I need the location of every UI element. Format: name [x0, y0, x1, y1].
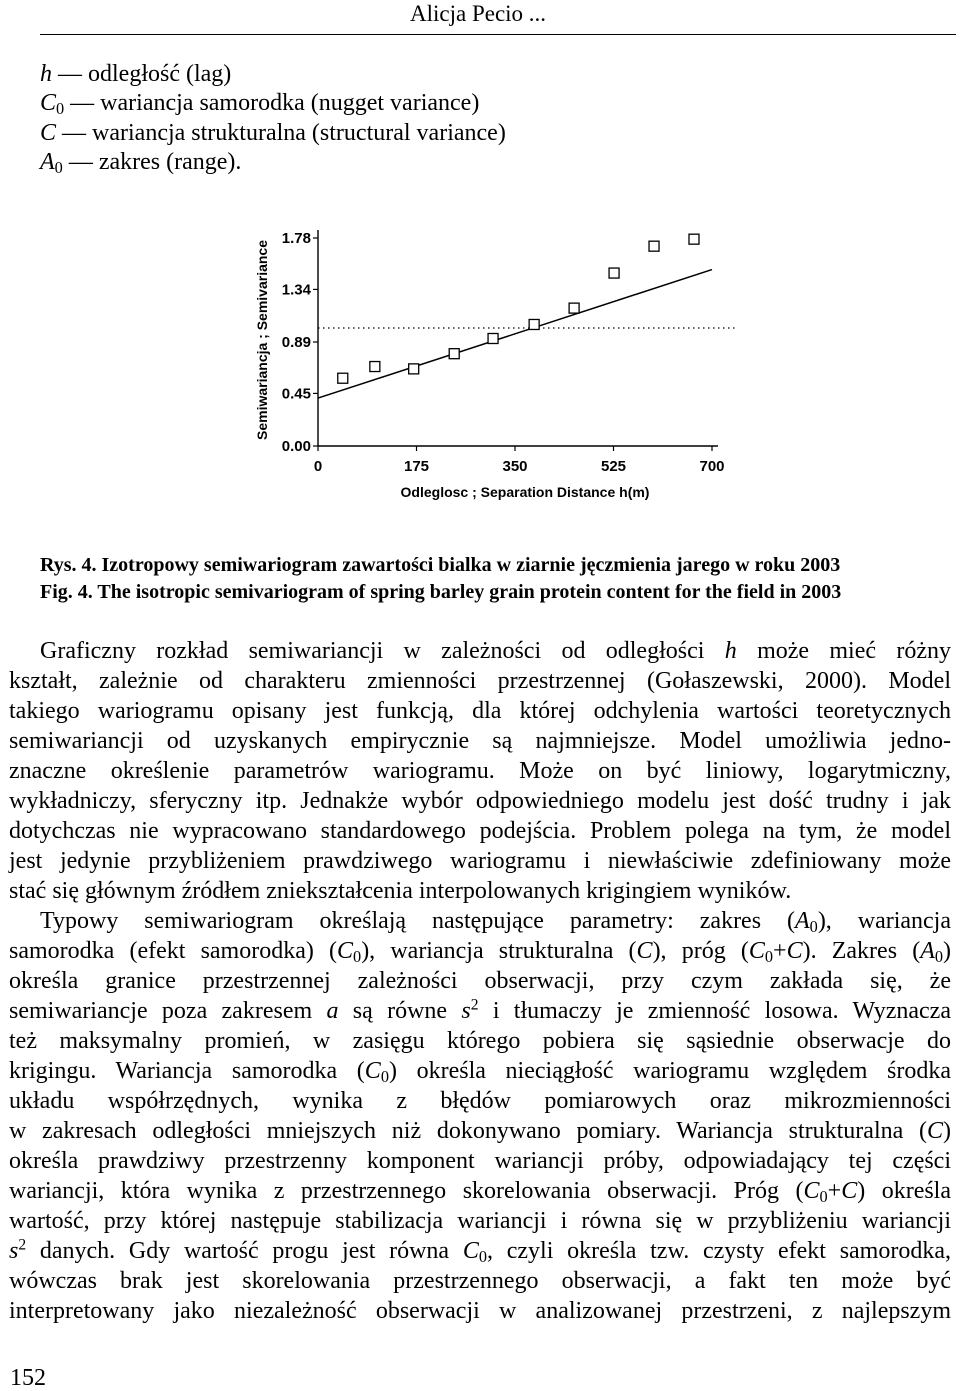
- text-run: ), próg (: [652, 938, 749, 964]
- body-text: [9, 636, 951, 1326]
- body-line: [9, 1026, 951, 1056]
- text-run: dotychczas nie wypracowano standardowego podejścia. Problem polega na tym, że model: [9, 818, 951, 844]
- subscript: 0: [819, 1187, 828, 1207]
- subscript: 0: [54, 157, 63, 177]
- figure-caption-en: Fig. 4. The isotropic semivariogram of spring barley grain protein content for the field in 2003: [40, 581, 842, 603]
- subscript: 0: [353, 947, 362, 967]
- math-symbol: s: [9, 1238, 19, 1264]
- x-tick-label: 0: [313, 458, 323, 475]
- math-symbol: C: [636, 938, 653, 964]
- text-run: +: [773, 938, 787, 964]
- legend-entry: [40, 148, 506, 177]
- math-symbol: C: [462, 1238, 479, 1264]
- body-line: [9, 996, 951, 1026]
- y-tick-label: 0.00: [281, 438, 311, 455]
- math-symbol: C: [40, 90, 57, 117]
- text-run: , czyli określa tzw. czysty efekt samorodka,: [487, 1238, 951, 1264]
- legend-entry: [40, 119, 506, 148]
- semivariogram-chart: [190, 190, 760, 520]
- superscript: 2: [18, 1236, 27, 1254]
- superscript: 2: [470, 996, 479, 1014]
- y-tick-label: 0.45: [281, 385, 311, 403]
- body-line: [9, 906, 951, 936]
- text-run: semiwariancje poza zakresem: [9, 998, 327, 1024]
- text-run: ), wariancja strukturalna (: [361, 938, 637, 964]
- x-tick-label: 525: [600, 458, 627, 475]
- text-run: są równe: [338, 998, 462, 1024]
- subscript: 0: [380, 1067, 389, 1087]
- math-symbol: h: [40, 61, 52, 87]
- x-tick-label: 350: [502, 458, 528, 475]
- body-line: [9, 816, 951, 846]
- running-title: Alicja Pecio ...: [410, 1, 547, 26]
- text-run: +: [827, 1178, 842, 1204]
- body-line: [9, 1116, 951, 1146]
- body-line: [9, 696, 951, 726]
- body-line: [9, 1296, 951, 1326]
- text-run: i tłumaczy je zmienność losowa. Wyznacza: [478, 998, 951, 1024]
- text-run: Graficzny rozkład semiwariancji w zależności od odległości: [40, 638, 725, 664]
- x-tick-label: 175: [403, 458, 430, 475]
- data-point: [529, 319, 539, 329]
- text-run: semiwariancji od uzyskanych empirycznie są najmniejsze. Model umożliwia jedno-: [9, 728, 951, 754]
- math-symbol: C: [40, 119, 57, 146]
- body-line: [9, 1146, 951, 1176]
- text-run: określa granice przestrzennej zależności obserwacji, przy czym zakłada się, że: [9, 968, 951, 994]
- subscript: 0: [764, 947, 774, 967]
- math-symbol: C: [786, 938, 803, 964]
- data-point: [649, 241, 659, 251]
- text-run: ) określa nieciągłość wariogramu względem środka: [388, 1058, 951, 1084]
- x-axis-label: Odleglosc ; Separation Distance h(m): [400, 484, 650, 500]
- body-line: [9, 846, 951, 876]
- text-run: ). Zakres (: [802, 938, 921, 964]
- text-run: stać się głównym źródłem zniekształcenia interpolowanych krigingiem wyników.: [9, 878, 792, 904]
- text-run: kształt, zależnie od charakteru zmienności przestrzennej (Gołaszewski, 2000). Model: [9, 668, 951, 694]
- body-line: [9, 666, 951, 696]
- text-run: układu współrzędnych, wynika z błędów pomiarowych oraz mikrozmienności: [9, 1088, 951, 1114]
- text-run: wartość, przy której następuje stabilizacja wariancji i równa się w przybliżeniu wariancji: [9, 1208, 951, 1234]
- body-line: [9, 756, 951, 786]
- data-point: [609, 268, 619, 278]
- text-run: danych. Gdy wartość progu jest równa: [26, 1238, 463, 1264]
- text-run: ): [943, 1118, 951, 1144]
- math-symbol: C: [364, 1058, 381, 1084]
- text-run: wykładniczy, sferyczny itp. Jednakże wybór odpowiedniego modelu jest dość trudny i jak: [9, 788, 951, 814]
- data-point: [449, 349, 459, 359]
- text-run: interpretowany jako niezależność obserwacji w analizowanej przestrzeni, z najlepszym: [9, 1298, 951, 1324]
- body-line: [9, 1056, 951, 1086]
- subscript: 0: [934, 947, 944, 967]
- text-run: krigingu. Wariancja samorodka (: [9, 1058, 365, 1084]
- text-run: wariancji, która wynika z przestrzennego skorelowania obserwacji. Próg (: [9, 1178, 804, 1204]
- text-run: — wariancja samorodka (nugget variance): [64, 90, 480, 117]
- y-tick-label: 1.34: [281, 281, 311, 299]
- text-run: — zakres (range).: [62, 148, 242, 175]
- x-tick-label: 700: [699, 458, 725, 475]
- data-point: [370, 362, 380, 372]
- body-line: [9, 786, 951, 816]
- body-line: [9, 876, 951, 906]
- text-run: może mieć różny: [736, 638, 951, 664]
- y-tick-label: 1.78: [281, 230, 311, 247]
- semivariogram-plot: [190, 190, 760, 520]
- text-run: ), wariancja: [817, 908, 952, 934]
- data-point: [488, 333, 498, 343]
- text-run: Typowy semiwariogram określają następujące parametry: zakres (: [40, 908, 795, 934]
- data-point: [409, 364, 419, 374]
- body-line: [9, 1206, 951, 1236]
- subscript: 0: [478, 1247, 487, 1267]
- figure-caption-pl: Rys. 4. Izotropowy semiwariogram zawartości bialka w ziarnie jęczmienia jarego w roku 2003: [40, 554, 841, 576]
- body-line: [9, 726, 951, 756]
- body-line: [9, 1176, 951, 1206]
- math-symbol: s: [461, 998, 471, 1024]
- body-line: [9, 966, 951, 996]
- page-number: 152: [10, 1365, 46, 1391]
- text-run: ) określa: [857, 1178, 952, 1204]
- body-line: [9, 636, 951, 666]
- body-line: [9, 1236, 951, 1266]
- math-symbol: C: [803, 1178, 820, 1204]
- text-run: takiego wariogramu opisany jest funkcją, dla której odchylenia wartości teoretycznych: [9, 698, 951, 724]
- legend-entry: [40, 60, 506, 89]
- body-line: [9, 1266, 951, 1296]
- symbol-legend: [40, 60, 506, 177]
- math-symbol: a: [326, 998, 339, 1024]
- text-run: — odległość (lag): [52, 61, 232, 87]
- subscript: 0: [809, 917, 818, 937]
- data-point: [338, 373, 348, 383]
- model-line: [318, 270, 712, 399]
- y-axis-label: Semiwariancja ; Semivariance: [254, 240, 270, 440]
- math-symbol: A: [794, 908, 810, 934]
- math-symbol: h: [724, 638, 737, 664]
- math-symbol: A: [40, 148, 55, 175]
- math-symbol: C: [841, 1178, 858, 1204]
- data-point: [569, 303, 579, 313]
- text-run: samorodka (efekt samorodka) (: [9, 938, 338, 964]
- body-line: [9, 1086, 951, 1116]
- math-symbol: C: [926, 1118, 943, 1144]
- subscript: 0: [56, 99, 65, 119]
- math-symbol: A: [920, 938, 935, 964]
- text-run: ): [943, 938, 952, 964]
- header-rule: [40, 34, 956, 35]
- legend-entry: [40, 89, 506, 118]
- body-line: [9, 936, 951, 966]
- math-symbol: C: [748, 938, 765, 964]
- text-run: — wariancja strukturalna (structural variance): [56, 119, 506, 146]
- text-run: jest jedynie przybliżeniem prawdziwego wariogramu i niewłaściwie zdefiniowany może: [9, 848, 951, 874]
- text-run: w zakresach odległości mniejszych niż dokonywano pomiary. Wariancja strukturalna (: [9, 1118, 927, 1144]
- text-run: też maksymalny promień, w zasięgu którego pobiera się sąsiednie obserwacje do: [9, 1028, 951, 1054]
- data-point: [689, 234, 699, 244]
- math-symbol: C: [337, 938, 354, 964]
- text-run: znaczne określenie parametrów wariogramu. Może on być liniowy, logarytmiczny,: [9, 758, 951, 784]
- y-tick-label: 0.89: [281, 334, 311, 351]
- text-run: wówczas brak jest skorelowania przestrzennego obserwacji, a fakt ten może być: [9, 1268, 951, 1294]
- text-run: określa prawdziwy przestrzenny komponent wariancji próby, odpowiadający tej części: [9, 1148, 951, 1174]
